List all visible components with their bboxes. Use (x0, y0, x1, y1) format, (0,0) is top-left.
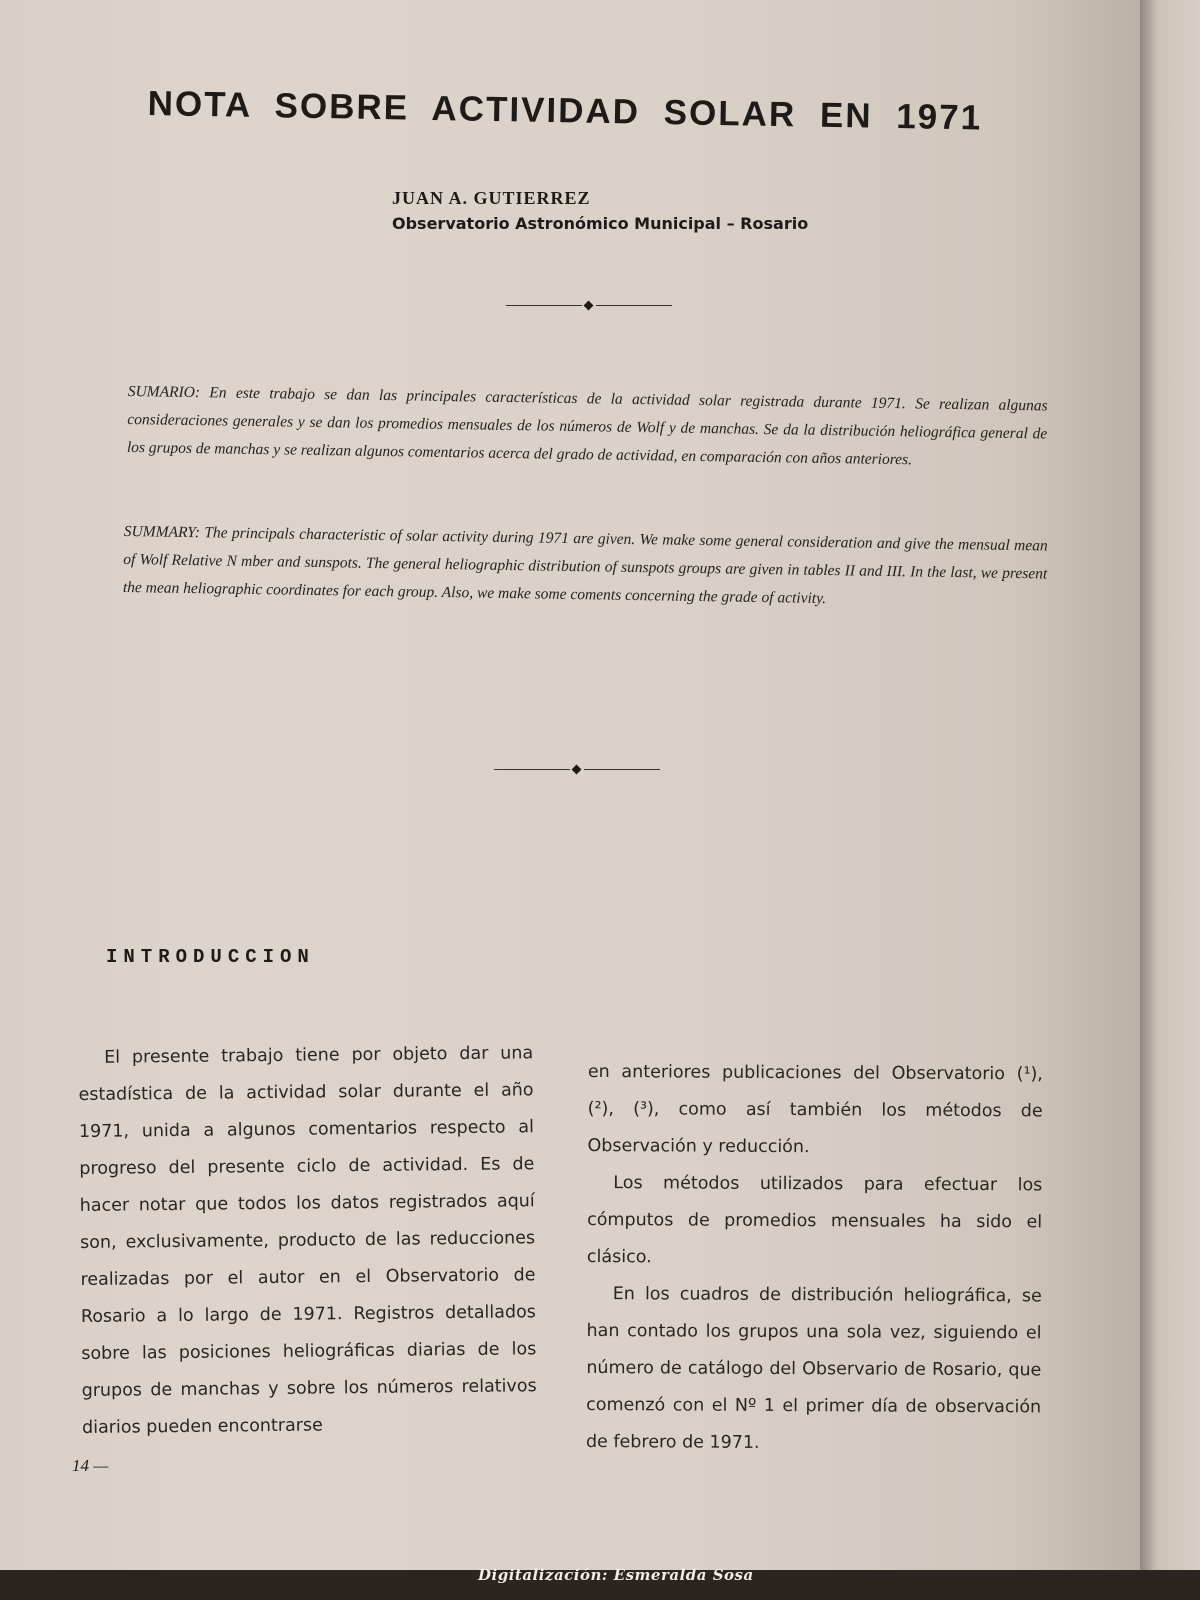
diamond-icon (584, 301, 594, 311)
ornament-divider-bottom (494, 764, 660, 776)
body-column-left (78, 1035, 537, 1447)
body-paragraph: En los cuadros de distribución heliográfica, se han contado los grupos una sola vez, siguiendo el número de catálogo del Observario de Rosario, que comenzó con el Nº 1 el primer día de observación de febrero de 1971. (585, 1284, 1042, 1453)
body-column-right (586, 1054, 1043, 1463)
body-paragraph: El presente trabajo tiene por objeto dar una estadística de la actividad solar durante el año 1971, unida a algunos comentarios respecto al progreso del presente ciclo de actividad. Es de hacer notar que todos los datos registrados aquí son, exclusivamente, producto de las reducciones realizadas por el autor en el Observatorio de Rosario a lo largo de 1971. Registros detallados sobre las posiciones heliográficas diarias de los grupos de manchas y sobre los números relativos diarios pueden encontrarse (78, 1043, 537, 1438)
author-affiliation: Observatorio Astronómico Municipal – Rosario (392, 214, 809, 233)
digitization-credit: Digitalización: Esmeralda Sosa (478, 1566, 754, 1584)
section-heading-introduccion: INTRODUCCION (106, 946, 315, 968)
diamond-icon (572, 765, 582, 775)
adjacent-page-edge (1140, 0, 1200, 1570)
body-paragraph: en anteriores publicaciones del Observatorio (¹), (²), (³), como así también los métodos de Observación y reducción. (587, 1061, 1043, 1158)
sumario-abstract: SUMARIO: En este trabajo se dan las principales características de la actividad solar registrada durante 1971. Se realizan algunas consideraciones generales y se dan los promedios mensuales de los números de Wolf y de manchas. Se da la distribución heliográfica general de los grupos de manchas y se realizan algunos comentarios acerca del grado de actividad, en comparación con años anteriores. (126, 382, 1048, 469)
author-name: JUAN A. GUTIERREZ (392, 188, 591, 208)
summary-abstract: SUMMARY: The principals characteristic of solar activity during 1971 are given. We make some general consideration and give the mensual mean of Wolf Relative N mber and sunspots. The general heliographic distribution of sunspots groups are given in tables II and III. In the last, we present the mean heliographic coordinates for each group. Also, we make some coments concerning the grade of activity. (122, 522, 1048, 608)
ornament-divider-top (506, 300, 672, 312)
page-number: 14 — (72, 1456, 109, 1475)
body-paragraph: Los métodos utilizados para efectuar los cómputos de promedios mensuales ha sido el clásico. (586, 1173, 1043, 1268)
article-title: NOTA SOBRE ACTIVIDAD SOLAR EN 1971 (147, 84, 983, 138)
